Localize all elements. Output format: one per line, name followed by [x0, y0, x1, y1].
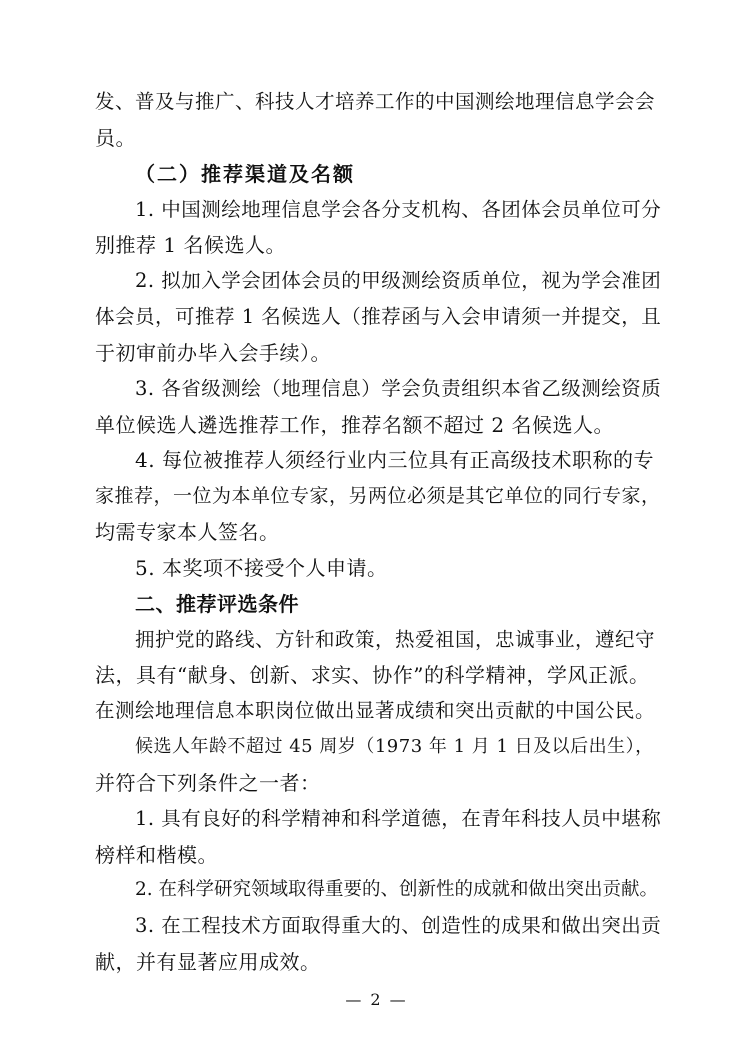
- paragraph-line: 体会员，可推荐 1 名候选人（推荐函与入会申请须一并提交，且: [95, 305, 662, 328]
- paragraph-line: 拥护党的路线、方针和政策，热爱祖国，忠诚事业，遵纪守: [135, 628, 656, 651]
- paragraph-line: 4. 每位被推荐人须经行业内三位具有正高级技术职称的专: [135, 448, 654, 472]
- paragraph-line: 在测绘地理信息本职岗位做出显著成绩和突出贡献的中国公民。: [95, 699, 656, 722]
- paragraph-line: 单位候选人遴选推荐工作，推荐名额不超过 2 名候选人。: [95, 413, 614, 437]
- paragraph-line: 家推荐，一位为本单位专家，另两位必须是其它单位的同行专家，: [95, 485, 661, 507]
- paragraph-line: 榜样和楷模。: [95, 843, 218, 867]
- paragraph-line: 均需专家本人签名。: [95, 520, 280, 544]
- paragraph-line: 献，并有显著应用成效。: [95, 950, 321, 974]
- paragraph-line: 2. 拟加入学会团体会员的甲级测绘资质单位，视为学会准团: [135, 269, 662, 292]
- section-heading: 二、推荐评选条件: [135, 592, 299, 616]
- page-number: — 2 —: [345, 990, 408, 1009]
- paragraph-line: 于初审前办毕入会手续）。: [95, 341, 331, 365]
- paragraph-line: 3. 在工程技术方面取得重大的、创造性的成果和做出突出贡: [135, 914, 662, 937]
- paragraph-line: 并符合下列条件之一者：: [95, 771, 321, 795]
- paragraph-line: 发、普及与推广、科技人才培养工作的中国测绘地理信息学会会: [95, 90, 656, 113]
- paragraph-line: 法，具有“献身、创新、求实、协作”的科学精神，学风正派。: [95, 663, 650, 687]
- paragraph-line: 别推荐 1 名候选人。: [95, 233, 286, 257]
- paragraph-line: 员。: [95, 126, 136, 150]
- paragraph-line: 3. 各省级测绘（地理信息）学会负责组织本省乙级测绘资质: [135, 377, 662, 400]
- paragraph-line: 1. 具有良好的科学精神和科学道德，在青年科技人员中堪称: [135, 807, 662, 830]
- paragraph-line: 1. 中国测绘地理信息学会各分支机构、各团体会员单位可分: [135, 198, 662, 221]
- paragraph-line: 2. 在科学研究领域取得重要的、创新性的成就和做出突出贡献。: [135, 879, 659, 900]
- paragraph-line: 5. 本奖项不接受个人申请。: [135, 556, 388, 580]
- section-subheading: （二）推荐渠道及名额: [135, 162, 355, 186]
- paragraph-line: 候选人年龄不超过 45 周岁（1973 年 1 月 1 日及以后出生），: [135, 736, 654, 757]
